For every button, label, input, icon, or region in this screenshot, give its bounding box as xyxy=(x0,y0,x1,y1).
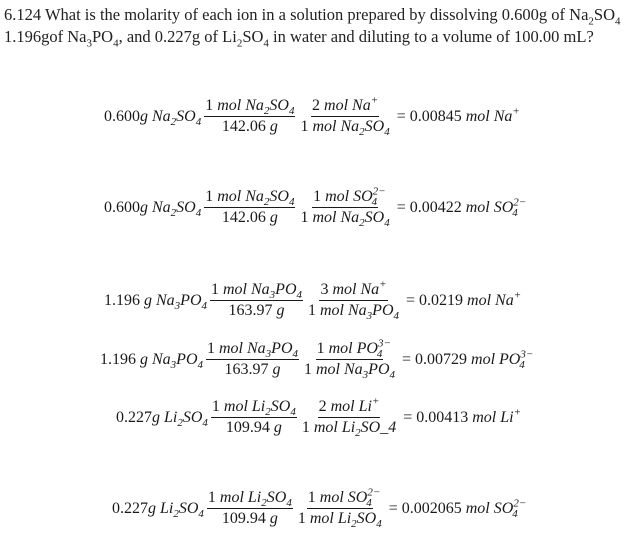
start-quantity: 1.196 g $Na_3PO_4$ xyxy=(100,350,203,371)
equation-po4-from-na3po4 xyxy=(100,337,534,382)
equation-so4-from-na2so4 xyxy=(104,185,527,230)
ratio-fraction: $\frac{2 mol Li^+}{1 mol Li_2SO\_4}$ xyxy=(301,395,397,440)
equation-li-from-li2so4 xyxy=(116,395,522,440)
conversion-fraction: $\frac{1 mol Na_3PO_4}{163.97 g}$ xyxy=(207,340,298,378)
result: = 0.00729 mol $PO^{3-}_4$ xyxy=(402,348,534,371)
start-quantity: 1.196 g $Na_3PO_4$ xyxy=(104,291,207,312)
start-quantity: 0.227g $Li_2SO_4$ xyxy=(112,499,204,520)
result: = 0.00422 mol $SO^{2-}_4$ xyxy=(396,196,527,219)
conversion-fraction: $\frac{1 mol Li_2SO_4}{109.94 g}$ xyxy=(211,398,296,436)
equation-na-from-na3po4 xyxy=(104,278,522,323)
ratio-fraction: $\frac{1 mol PO^{3-}_4}{1 mol Na_3PO_4}$ xyxy=(304,337,395,382)
result: = 0.002065 mol $SO^{2-}_4$ xyxy=(388,497,527,520)
start-quantity: 0.600g $Na_2SO_4$ xyxy=(104,107,202,128)
result: = 0.00845 mol Na+ xyxy=(396,105,520,125)
equation-so4-from-li2so4 xyxy=(112,486,527,531)
ratio-fraction: $\frac{2 mol Na^+}{1 mol Na_2SO_4}$ xyxy=(300,94,390,139)
question-text: 6.124 What is the molarity of each ion in a solution prepared by dissolving 0.600g of $Na_2SO_4$ 1.196gof $Na_3PO_4$, and 0.227g of $Li_2SO_4$ in water and diluting to a volume of 100.00 mL? xyxy=(4,5,621,50)
start-quantity: 0.600g $Na_2SO_4$ xyxy=(104,198,202,219)
ratio-fraction: $\frac{3 mol Na^+}{1 mol Na_3PO_4}$ xyxy=(308,278,399,323)
result: = 0.00413 mol Li+ xyxy=(403,406,522,426)
conversion-fraction: $\frac{1 mol Na_3PO_4}{163.97 g}$ xyxy=(211,281,302,319)
conversion-fraction: $\frac{1 mol Na_2SO_4}{142.06 g}$ xyxy=(205,188,295,226)
ratio-fraction: $\frac{1 mol SO^{2-}_4}{1 mol Li_2SO_4}$ xyxy=(297,486,382,531)
equation-na-from-na2so4 xyxy=(104,94,520,139)
start-quantity: 0.227g $Li_2SO_4$ xyxy=(116,408,208,429)
conversion-fraction: $\frac{1 mol Na_2SO_4}{142.06 g}$ xyxy=(205,97,295,135)
conversion-fraction: $\frac{1 mol Li_2SO_4}{109.94 g}$ xyxy=(207,489,292,527)
result: = 0.0219 mol Na+ xyxy=(406,289,522,309)
ratio-fraction: $\frac{1 mol SO^{2-}_4}{1 mol Na_2SO_4}$ xyxy=(300,185,390,230)
